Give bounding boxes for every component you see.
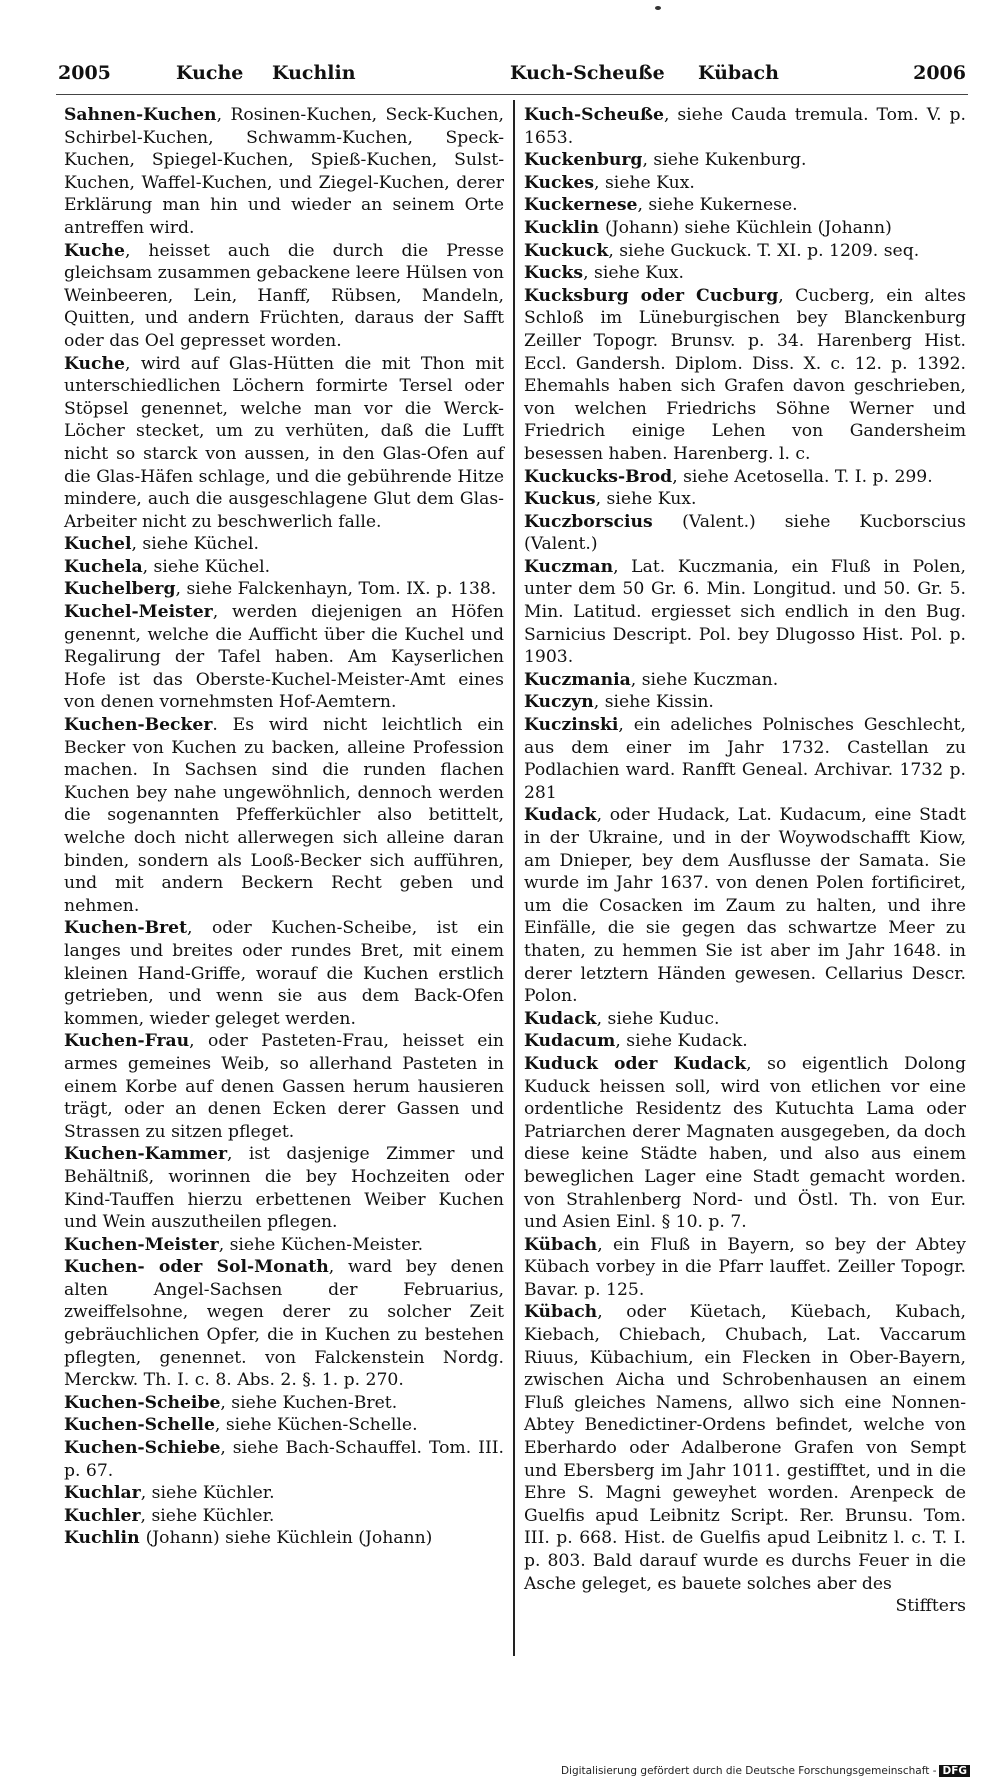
right-column-entry: Kucksburg oder Cucburg, Cucberg, ein altes Schloß im Lüneburgischen bey Blanckenburg Zeiller Topogr. Brunsv. p. 34. Harenberg Hist. Eccl. Gandersh. Diplom. Diss. X. c. 12. p. 1392. Ehemahls haben sich Grafen davon geschrieben, von welchen Friedrichs Söhne Werner und Friedrich einige Lehen von Gandersheim besessen haben. Harenberg. l. c.: [524, 285, 966, 464]
right-column-entry: Kuckucks-Brod, siehe Acetosella. T. I. p. 299.: [524, 466, 933, 487]
header-keyword-2: Kuchlin: [272, 62, 356, 84]
left-column: [64, 104, 504, 1550]
left-column-entry: Kuchen-Kammer, ist dasjenige Zimmer und Behältniß, worinnen die bey Hochzeiten oder Kind-Tauffen hierzu erbettenen Weiber Kuchen und Wein auszutheilen pflegen.: [64, 1144, 504, 1233]
left-column-entry: Kuchela, siehe Küchel.: [64, 556, 271, 577]
right-column-entry: Kuczman, Lat. Kuczmania, ein Fluß in Polen, unter dem 50 Gr. 6. Min. Longitud. und 50. Gr. 5. Min. Latitud. ergiesset sich endlich in den Bug. Sarnicius Descript. Pol. bey Dlugosso Hist. Pol. p. 1903.: [524, 556, 966, 668]
column-divider: [513, 100, 515, 1656]
right-column-entry: Kuckernese, siehe Kukernese.: [524, 195, 798, 216]
ink-speck: [655, 6, 661, 10]
left-column-entry: Kuchelberg, siehe Falckenhayn, Tom. IX. p. 138.: [64, 579, 497, 600]
right-column-entry: Kübach, oder Küetach, Küebach, Kubach, Kiebach, Chiebach, Chubach, Lat. Vaccarum Riuus, Kübachium, ein Flecken in Ober-Bayern, zwischen Aicha und Schrobenhausen an einem Fluß gleiches Namens, allwo sich eine Nonnen-Abtey Benedictiner-Ordens befindet, welche von Eberhardo oder Adalberone Grafen von Sempt und Ebersberg im Jahr 1011. gestifftet, und in die Ehre S. Magni geweyhet worden. Arenpeck de Guelfis apud Leibnitz Script. Rer. Brunsu. Tom. III. p. 668. Hist. de Guelfis apud Leibnitz l. c. T. I. p. 803. Bald darauf wurde es durchs Feuer in die Asche geleget, es bauete solches aber des: [524, 1302, 966, 1594]
page-number-right: 2006: [913, 62, 966, 84]
left-column-entry: Kuche, wird auf Glas-Hütten die mit Thon mit unterschiedlichen Löchern formirte Tersel oder Stöpsel genennet, welche man vor die Werck-Löcher stecket, um zu verhüten, daß die Lufft nicht so starck von aussen, in den Glas-Ofen auf die Glas-Häfen schlage, und die gebührende Hitze mindere, auch die ausgeschlagene Glut dem Glas-Arbeiter nicht zu beschwerlich falle.: [64, 353, 504, 532]
left-column-entry: Kuchen-Bret, oder Kuchen-Scheibe, ist ein langes und breites oder rundes Bret, mit einem kleinen Hand-Griffe, worauf die Kuchen erstlich getrieben, und wenn sie aus dem Back-Ofen kommen, wieder geleget werden.: [64, 918, 504, 1029]
page-number-left: 2005: [58, 62, 111, 84]
header-rule: [56, 94, 968, 95]
header-keyword-1: Kuche: [176, 62, 244, 84]
left-column-entry: Kuchen-Frau, oder Pasteten-Frau, heisset ein armes gemeines Weib, so allerhand Pasteten in einem Korbe auf denen Gassen herum hausieren trägt, oder an denen Ecken derer Gassen und Strassen zu sitzen pfleget.: [64, 1031, 504, 1142]
right-column-entry: Kudacum, siehe Kudack.: [524, 1031, 748, 1052]
dfg-logo: DFG: [939, 1765, 970, 1777]
left-column-entry: Kuchen-Scheibe, siehe Kuchen-Bret.: [64, 1392, 398, 1413]
left-column-entry: Kuche, heisset auch die durch die Presse gleichsam zusammen gebackene leere Hülsen von Weinbeeren, Lein, Hanff, Rübsen, Mandeln, Quitten, und andern Früchten, daraus der Safft oder das Oel gepresset worden.: [64, 240, 504, 351]
header-keyword-3: Kuch-Scheuße: [510, 62, 665, 84]
right-column-entry: Kucklin (Johann) siehe Küchlein (Johann): [524, 217, 892, 238]
left-column-entry: Kuchlar, siehe Küchler.: [64, 1483, 275, 1504]
right-column-entry: Kuczborscius (Valent.) siehe Kucborscius (Valent.): [524, 511, 966, 555]
catchword: Stiffters: [895, 1596, 966, 1617]
left-column-entry: Kuchlin (Johann) siehe Küchlein (Johann): [64, 1528, 433, 1549]
right-column-entry: Kuczyn, siehe Kissin.: [524, 692, 714, 713]
left-column-entry: Kuchel, siehe Küchel.: [64, 534, 259, 555]
left-column-entry: Sahnen-Kuchen, Rosinen-Kuchen, Seck-Kuchen, Schirbel-Kuchen, Schwamm-Kuchen, Speck-Kuchen, Spiegel-Kuchen, Spieß-Kuchen, Sulst-Kuchen, Waffel-Kuchen, und Ziegel-Kuchen, derer Erklärung man hin und wieder an seinem Orte antreffen wird.: [64, 105, 504, 238]
right-column-entry: Kudack, siehe Kuduc.: [524, 1008, 720, 1029]
left-column-entry: Kuchel-Meister, werden diejenigen an Höfen genennt, welche die Aufficht über die Kuchel und Regalirung der Tafel haben. Am Kayserlichen Hofe ist das Oberste-Kuchel-Meister-Amt eines von denen vornehmsten Hof-Aemtern.: [64, 602, 504, 713]
right-column-entry: Kuckus, siehe Kux.: [524, 489, 697, 510]
right-column-entry: Kuch-Scheuße, siehe Cauda tremula. Tom. V. p. 1653.: [524, 105, 966, 148]
right-column-entry: Kuckes, siehe Kux.: [524, 172, 695, 193]
header-keyword-4: Kübach: [698, 62, 779, 84]
credit-text: Digitalisierung gefördert durch die Deutsche Forschungsgemeinschaft -: [560, 1765, 937, 1777]
left-column-entry: Kuchen-Becker. Es wird nicht leichtlich ein Becker von Kuchen zu backen, alleine Profession machen. In Sachsen sind die runden flachen Kuchen bey nahe ungewöhnlich, dennoch werden die sogenannten Pfefferküchler also betittelt, welche doch nicht allerwegen sich alleine daran binden, sondern als Looß-Becker sich aufführen, und mit andern Beckern Recht geben und nehmen.: [64, 715, 504, 916]
right-column-entry: Kuckenburg, siehe Kukenburg.: [524, 150, 807, 171]
left-column-entry: Kuchler, siehe Küchler.: [64, 1505, 275, 1526]
left-column-entry: Kuchen-Schelle, siehe Küchen-Schelle.: [64, 1415, 418, 1436]
right-column-entry: Kudack, oder Hudack, Lat. Kudacum, eine Stadt in der Ukraine, und in der Woywodschafft Kiow, am Dnieper, bey dem Ausflusse der Samata. Sie wurde im Jahr 1637. von denen Polen fortificiret, um die Cosacken im Zaum zu halten, und ihre Einfälle, die sie gegen das schwartze Meer zu thaten, zu hemmen Sie ist aber im Jahr 1648. in derer letztern Händen gewesen. Cellarius Descr. Polon.: [524, 805, 966, 1007]
right-column-entry: Kuczmania, siehe Kuczman.: [524, 669, 779, 690]
right-column-entry: Kübach, ein Fluß in Bayern, so bey der Abtey Kübach vorbey in die Pfarr lauffet. Zeiller Topogr. Bavar. p. 125.: [524, 1234, 966, 1300]
right-column-entry: Kuckuck, siehe Guckuck. T. XI. p. 1209. seq.: [524, 240, 920, 261]
digitization-credit: [561, 1765, 970, 1785]
left-column-entry: Kuchen-Schiebe, siehe Bach-Schauffel. Tom. III. p. 67.: [64, 1438, 504, 1481]
right-column-entry: Kuczinski, ein adeliches Polnisches Geschlecht, aus dem einer im Jahr 1732. Castellan zu Podlachien ward. Ranfft Geneal. Archivar. 1732 p. 281: [524, 715, 966, 803]
right-column-entry: Kuduck oder Kudack, so eigentlich Dolong Kuduck heissen soll, wird von etlichen vor eine ordentliche Residentz des Kutuchta Lama oder Patriarchen derer Magnaten ausgegeben, da doch diese keine Städte haben, und also aus einem beweglichen Lager eine Stadt gemacht worden. von Strahlenberg Nord- und Östl. Th. von Eur. und Asien Einl. § 10. p. 7.: [524, 1053, 966, 1233]
running-header: [58, 62, 966, 90]
right-column: [524, 104, 966, 1618]
left-column-entry: Kuchen- oder Sol-Monath, ward bey denen alten Angel-Sachsen der Februarius, zweiffelsohne, wegen derer zu solcher Zeit gebräuchlichen Opfer, die in Kuchen zu bestehen pflegten, genennet. von Falckenstein Nordg. Merckw. Th. I. c. 8. Abs. 2. §. 1. p. 270.: [64, 1257, 504, 1391]
right-column-entry: Kucks, siehe Kux.: [524, 263, 684, 284]
left-column-entry: Kuchen-Meister, siehe Küchen-Meister.: [64, 1234, 424, 1255]
